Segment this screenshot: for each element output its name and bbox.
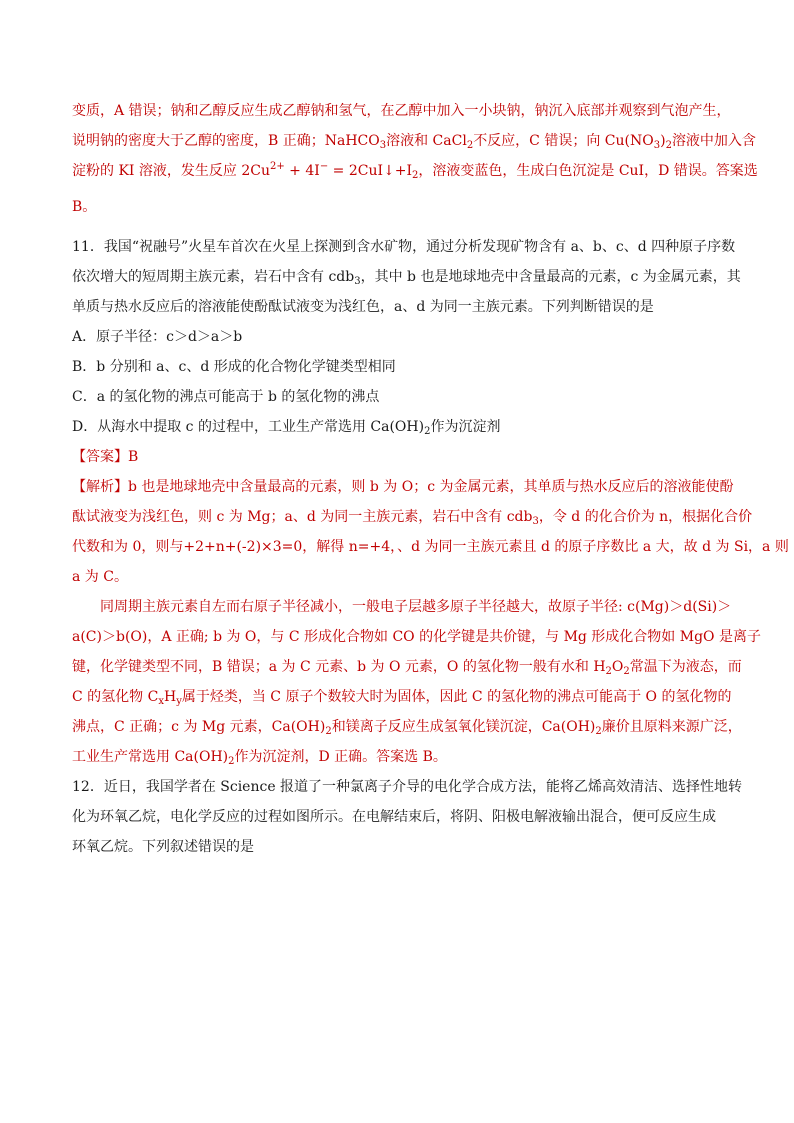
- analysis-p2-line-5: 沸点，C 正确；c 为 Mg 元素，$Ca(OH)_2$和镁离子反应生成氢氧化镁沉淀，$Ca(OH)_2$廉价且原料来源广泛，: [72, 719, 742, 737]
- question-11-stem-line-3: 单质与热水反应后的溶液能使酚酞试液变为浅红色，a、d 为同一主族元素。下列判断错误的是: [72, 299, 654, 315]
- question-12-stem-line-3: 环氧乙烷。下列叙述错误的是: [72, 839, 254, 855]
- analysis-p2-line-1: 同周期主族元素自左而右原子半径减小，一般电子层越多原子半径越大，故原子半径: c(Mg)＞d(Si)＞: [100, 599, 732, 615]
- explanation-10-line-3: 淀粉的 KI 溶液，发生反应 $2Cu^{2+} + 4I^-$ = $2CuI↓+I_2$，溶液变蓝色，生成白色沉淀是 CuI，D 错误。答案选: [72, 161, 758, 181]
- question-11-option-c: C．a 的氢化物的沸点可能高于 b 的氢化物的沸点: [72, 389, 380, 405]
- analysis-label: 【解析】: [72, 479, 128, 495]
- question-11-option-b: B．b 分别和 a、c、d 形成的化合物化学键类型相同: [72, 359, 396, 375]
- answer-label: 【答案】: [72, 449, 128, 465]
- question-12-stem-line-1: 12．近日，我国学者在 Science 报道了一种氯离子介导的电化学合成方法，能将乙烯高效清洁、选择性地转: [72, 779, 743, 795]
- explanation-10-line-2: 说明钠的密度大于乙醇的密度，B 正确；NaHCO$_3$溶液和 CaCl$_2$不反应，C 错误；向 $Cu(NO_3)_2$溶液中加入含: [72, 133, 756, 151]
- explanation-10-line-4: B。: [72, 199, 97, 215]
- analysis-p2-line-4: C 的氢化物 $C_xH_y$属于烃类，当 C 原子个数较大时为固体，因此 C 的氢化物的沸点可能高于 O 的氢化物的: [72, 689, 732, 707]
- question-11-option-a: A．原子半径：c＞d＞a＞b: [72, 329, 243, 345]
- analysis-line-1: 【解析】b 也是地球地壳中含量最高的元素，则 b 为 O；c 为金属元素，其单质与热水反应后的溶液能使酚: [72, 479, 734, 495]
- explanation-10-line-1: 变质，A 错误；钠和乙醇反应生成乙醇钠和氢气，在乙醇中加入一小块钠，钠沉入底部并观察到气泡产生，: [72, 103, 731, 119]
- analysis-p2-line-3: 键，化学键类型不同，B 错误；a 为 C 元素、b 为 O 元素，O 的氢化物一般有水和 $H_2O_2$常温下为液态，而: [72, 659, 742, 677]
- analysis-line-3: 代数和为 0，则与+2+n+(-2)×3=0，解得 n=+4，、d 为同一主族元素且 d 的原子序数比 a 大，故 d 为 Si，a 则: [72, 539, 789, 555]
- question-12-stem-line-2: 化为环氧乙烷，电化学反应的过程如图所示。在电解结束后，将阴、阳极电解液输出混合，便可反应生成: [72, 809, 716, 825]
- analysis-line-2: 酞试液变为浅红色，则 c 为 Mg；a、d 为同一主族元素，岩石中含有 cdb$_3$，令 d 的化合价为 n，根据化合价: [72, 509, 753, 527]
- answer-value: B: [128, 449, 139, 465]
- analysis-line-4: a 为 C。: [72, 569, 128, 585]
- question-11-option-d: D．从海水中提取 c 的过程中，工业生产常选用 $Ca(OH)_2$作为沉淀剂: [72, 419, 501, 437]
- question-11-answer: [72, 442, 726, 472]
- document-body: [72, 96, 789, 862]
- analysis-p2-line-6: 工业生产常选用 $Ca(OH)_2$作为沉淀剂，D 正确。答案选 B。: [72, 749, 447, 767]
- question-11-stem-line-2: 依次增大的短周期主族元素，岩石中含有 cdb$_3$，其中 b 也是地球地壳中含量最高的元素，c 为金属元素，其: [72, 269, 741, 287]
- analysis-p2-line-2: a(C)＞b(O)，A 正确; b 为 O，与 C 形成化合物如 CO 的化学键是共价键，与 Mg 形成化合物如 MgO 是离子: [72, 629, 761, 645]
- question-11-stem-line-1: 11．我国“祝融号”火星车首次在火星上探测到含水矿物，通过分析发现矿物含有 a、b、c、d 四种原子序数: [72, 239, 736, 255]
